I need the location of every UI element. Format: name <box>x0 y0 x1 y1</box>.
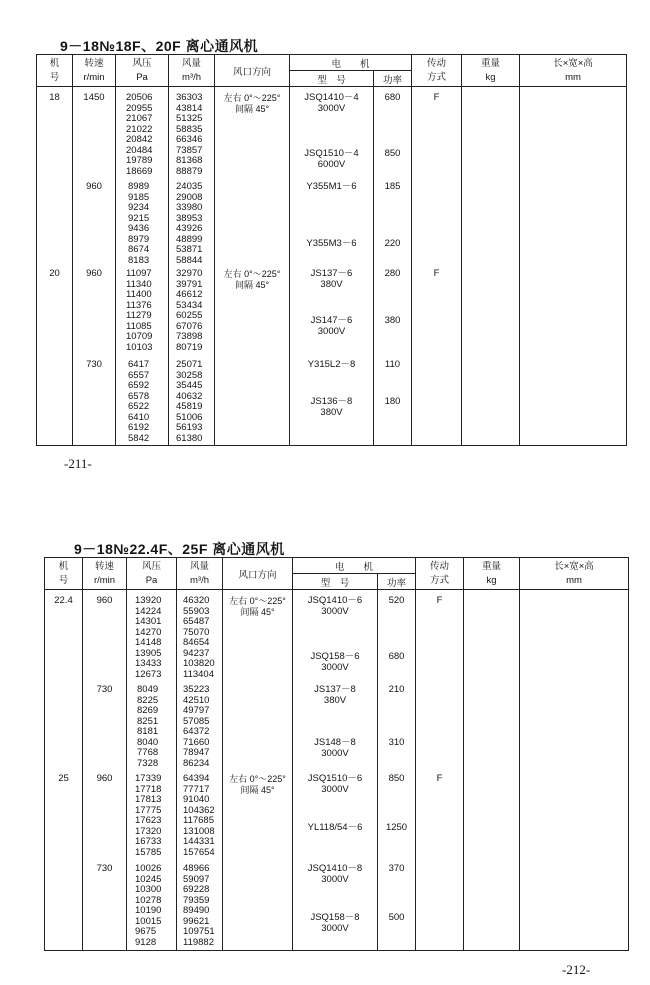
pressure-values: 6417 6557 6592 6578 6522 6410 6192 5842 <box>128 359 150 444</box>
motor-power: 680 <box>388 651 405 662</box>
motor-power: 500 <box>388 912 405 923</box>
page1-title: 9－18№18F、20F 离心通风机 <box>60 38 259 54</box>
motor-model: JSQ1410－4 3000V <box>304 92 359 114</box>
flow-values: 35223 42510 49797 57085 64372 71660 78947 86234 <box>183 684 210 769</box>
speed-value: 960 <box>86 181 102 192</box>
pressure-values: 11097 11340 11400 11376 11279 11085 10709 10103 <box>126 268 153 353</box>
motor-model: JS137－8 380V <box>314 684 356 706</box>
pressure-values: 10026 10245 10300 10278 10190 10015 9675 9128 <box>135 863 162 948</box>
header-drive: 传动 方式 <box>412 55 462 87</box>
header-drive: 传动 方式 <box>416 558 464 590</box>
header-outlet: 风口方向 <box>223 558 293 590</box>
flow-values: 32970 39791 46612 53434 60255 67076 73898 80719 <box>176 268 203 353</box>
header-weight: 重量 kg <box>462 55 520 87</box>
header-power: 功率 <box>374 71 412 87</box>
speed-value: 730 <box>96 863 113 874</box>
motor-model: JSQ1410－8 3000V <box>307 863 363 885</box>
motor-model: YL118/54－6 <box>307 822 363 833</box>
header-power: 功率 <box>378 574 416 590</box>
motor-model: JSQ1510－4 6000V <box>304 148 359 170</box>
flow-values: 48966 59097 69228 79359 89490 99621 109751 119882 <box>183 863 215 948</box>
outlet-direction: 左右 0°～225° 间隔 45° <box>229 596 286 617</box>
motor-power: 310 <box>388 737 405 748</box>
drive-type: F <box>433 268 440 279</box>
speed-value: 730 <box>86 359 102 370</box>
motor-power: 850 <box>388 773 405 784</box>
size-value: 22.4 <box>54 595 73 606</box>
pressure-values: 8049 8225 8269 8251 8181 8040 7768 7328 <box>137 684 159 769</box>
pressure-values: 20506 20955 21067 21022 20842 20484 19789 18669 <box>126 92 153 177</box>
drive-type: F <box>436 773 443 784</box>
header-pressure: 风压 Pa <box>127 558 177 590</box>
speed-value: 960 <box>96 595 113 606</box>
motor-model: Y355M1－6 <box>306 181 357 192</box>
outlet-direction: 左右 0°～225° 间隔 45° <box>223 93 281 114</box>
motor-power: 110 <box>384 359 401 370</box>
header-pressure: 风压 Pa <box>116 55 169 87</box>
speed-value: 730 <box>96 684 113 695</box>
header-weight: 重量 kg <box>464 558 520 590</box>
header-model: 型 号 <box>293 574 378 590</box>
motor-power: 220 <box>384 238 401 249</box>
motor-model: JS148－8 3000V <box>314 737 356 759</box>
motor-power: 850 <box>384 148 401 159</box>
speed-value: 1450 <box>83 92 105 103</box>
header-speed: 转速 r/min <box>83 558 127 590</box>
header-flow: 风量 m³/h <box>169 55 215 87</box>
outlet-direction: 左右 0°～225° 间隔 45° <box>229 774 286 795</box>
page1-page-number: -211- <box>64 456 92 471</box>
motor-model: JSQ1410－6 3000V <box>307 595 363 617</box>
flow-values: 25071 30258 35445 40632 45819 51006 56193 61380 <box>176 359 203 444</box>
flow-values: 64394 77717 91040 104362 117685 131008 144331 157654 <box>183 773 215 858</box>
header-size: 机 号 <box>37 55 73 87</box>
motor-model: JS136－8 380V <box>310 396 353 418</box>
pressure-values: 8989 9185 9234 9215 9436 8979 8674 8183 <box>128 181 150 266</box>
pressure-values: 13920 14224 14301 14270 14148 13905 13433 12673 <box>135 595 162 680</box>
motor-model: Y355M3－6 <box>306 238 357 249</box>
motor-model: Y315L2－8 <box>307 359 356 370</box>
motor-power: 680 <box>384 92 401 103</box>
drive-type: F <box>436 595 443 606</box>
header-dims: 长×宽×高 mm <box>520 55 627 87</box>
header-speed: 转速 r/min <box>73 55 116 87</box>
motor-model: JS137－6 380V <box>310 268 353 290</box>
flow-values: 36303 43814 51325 58835 66346 73857 81368 88879 <box>176 92 203 177</box>
motor-power: 185 <box>384 181 401 192</box>
header-dims: 长×宽×高 mm <box>520 558 629 590</box>
flow-values: 24035 29008 33980 38953 43926 48899 53871 58844 <box>176 181 203 266</box>
header-flow: 风量 m³/h <box>177 558 223 590</box>
speed-value: 960 <box>96 773 113 784</box>
size-value: 18 <box>49 92 60 103</box>
flow-values: 46320 55903 65487 75070 84654 94237 103820 113404 <box>183 595 215 680</box>
header-size: 机 号 <box>45 558 83 590</box>
header-motor: 电 机 <box>293 558 416 574</box>
motor-power: 280 <box>384 268 401 279</box>
motor-model: JSQ158－6 3000V <box>310 651 360 673</box>
page2-title: 9－18№22.4F、25F 离心通风机 <box>74 541 285 557</box>
motor-power: 210 <box>388 684 405 695</box>
page2-page-number: -212- <box>562 962 591 977</box>
header-outlet: 风口方向 <box>215 55 290 87</box>
motor-power: 520 <box>388 595 405 606</box>
motor-power: 380 <box>384 315 401 326</box>
page2-spec-table <box>44 557 629 951</box>
size-value: 20 <box>49 268 60 279</box>
pressure-values: 17339 17718 17813 17775 17623 17320 16733 15785 <box>135 773 162 858</box>
outlet-direction: 左右 0°～225° 间隔 45° <box>223 269 281 290</box>
header-model: 型 号 <box>290 71 374 87</box>
speed-value: 960 <box>86 268 102 279</box>
motor-model: JSQ1510－6 3000V <box>307 773 363 795</box>
drive-type: F <box>433 92 440 103</box>
motor-power: 1250 <box>385 822 408 833</box>
header-motor: 电 机 <box>290 55 412 71</box>
motor-power: 180 <box>384 396 401 407</box>
motor-model: JS147－6 3000V <box>310 315 353 337</box>
size-value: 25 <box>58 773 69 784</box>
page1-spec-table <box>36 54 627 446</box>
motor-power: 370 <box>388 863 405 874</box>
motor-model: JSQ158－8 3000V <box>310 912 360 934</box>
